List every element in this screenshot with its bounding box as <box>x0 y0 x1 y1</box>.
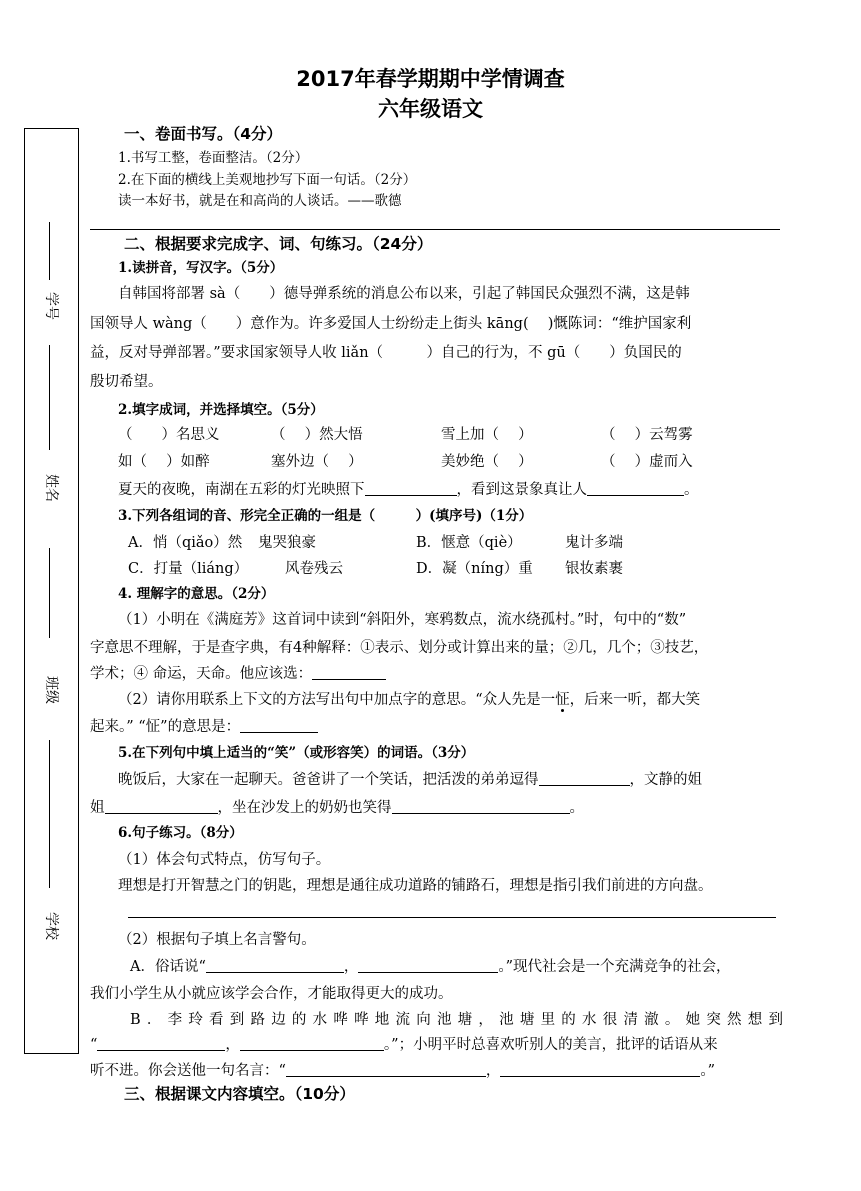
s1-quote: 读一本好书，就是在和高尚的人谈话。——歌德 <box>118 193 402 209</box>
idiom-6: 塞外边（ ） <box>271 454 363 470</box>
exam-title: 2017年春学期期中学情调查 <box>296 67 565 91</box>
q3-option-b: B．惬意（qiè） <box>416 535 522 551</box>
q3-option-b-word: 鬼计多端 <box>565 535 623 551</box>
xuexiao-label: 学校 <box>43 912 59 940</box>
section1-heading: 一、卷面书写。（4分） <box>124 125 283 143</box>
idiom-3: 雪上加（ ） <box>441 427 533 443</box>
xingming-label: 姓名 <box>43 474 59 502</box>
q6-b-blank-2[interactable] <box>240 1035 384 1051</box>
q6-title: 6.句子练习。（8分） <box>118 825 243 841</box>
idiom-2: （ ）然大悟 <box>271 427 363 443</box>
idiom-8: （ ）虚而入 <box>601 454 693 470</box>
section2-heading: 二、根据要求完成字、词、句练习。（24分） <box>124 235 433 253</box>
q1-line4: 殷切希望。 <box>90 374 163 390</box>
q6-b-line2b: ， <box>225 1037 240 1053</box>
q5-blank-1[interactable] <box>539 770 630 786</box>
q5-line1a: 晚饭后，大家在一起聊天。爸爸讲了一个笑话，把活泼的弟弟逗得 <box>118 772 539 788</box>
q3-option-c-word: 风卷残云 <box>285 561 343 577</box>
q3-option-d-word: 银妆素裹 <box>565 561 623 577</box>
q6-a-line1a: A．俗话说“ <box>130 959 206 975</box>
q6-b-blank-1[interactable] <box>97 1035 225 1051</box>
q3-option-d: D．凝（níng）重 <box>416 561 533 577</box>
q3-option-c: C．打量（liáng） <box>128 561 249 577</box>
copy-line <box>90 229 780 230</box>
xuehao-label: 学号 <box>43 292 59 320</box>
q4-p2-line1a: （2）请你用联系上下文的方法写出句中加点字的意思。“众人先是一 <box>118 692 556 708</box>
q2-blank-2[interactable] <box>587 480 684 496</box>
q2-fill-a: 夏天的夜晚，南湖在五彩的灯光映照下 <box>118 482 365 498</box>
q3-title: 3.下列各组词的音、形完全正确的一组是（ ）(填序号)（1分） <box>118 508 533 524</box>
s1-item2: 2.在下面的横线上美观地抄写下面一句话。（2分） <box>118 172 417 188</box>
q5-line2c: 。 <box>569 800 584 816</box>
q4-meaning-blank[interactable] <box>240 717 318 733</box>
q5-title: 5.在下列句中填上适当的“笑”（或形容笑）的词语。（3分） <box>118 745 475 761</box>
q4-p1-line2: 字意思不理解，于是查字典，有4种解释：①表示、划分或计算出来的量；②几，几个；③技艺， <box>90 640 709 656</box>
s1-item1: 1.书写工整，卷面整洁。（2分） <box>118 150 309 166</box>
q2-blank-1[interactable] <box>365 480 457 496</box>
q6-b-line3a: 听不进。你会送他一句名言：“ <box>90 1063 286 1079</box>
idiom-1: （ ）名思义 <box>118 427 220 443</box>
q3-option-a: A．悄（qiǎo）然 <box>128 535 243 551</box>
exam-subtitle: 六年级语文 <box>378 97 483 121</box>
q6-b-line2c: 。”；小明平时总喜欢听别人的美言，批评的话语从来 <box>383 1037 718 1053</box>
xuexiao-line-top <box>49 740 50 888</box>
q5-blank-3[interactable] <box>392 798 570 814</box>
q6-a-line1b: ， <box>343 959 359 975</box>
q6-b-blank-3[interactable] <box>286 1061 486 1077</box>
q5-line1b: ，文静的姐 <box>629 772 702 788</box>
q6-b-line3b: ， <box>485 1063 501 1079</box>
q1-line1: 自韩国将部署 sà（ ）德导弹系统的消息公布以来，引起了韩国民众强烈不满，这是韩 <box>118 286 690 302</box>
banji-line-top <box>49 548 50 638</box>
q2-fill-b: ，看到这景象真让人 <box>456 482 587 498</box>
q5-line2a: 姐 <box>90 800 105 816</box>
q2-fill-c: 。 <box>684 482 699 498</box>
q6-b-line3c: 。” <box>700 1063 716 1079</box>
q6-a-blank-1[interactable] <box>206 957 344 973</box>
idiom-7: 美妙绝（ ） <box>441 454 533 470</box>
q6-a-blank-2[interactable] <box>358 957 498 973</box>
q3-option-a-word: 鬼哭狼豪 <box>258 535 316 551</box>
q6-a-line2: 我们小学生从小就应该学会合作，才能取得更大的成功。 <box>90 986 453 1002</box>
q4-title: 4. 理解字的意思。（2分） <box>118 586 275 602</box>
xingming-line-top <box>49 345 50 450</box>
q6-part1: （1）体会句式特点，仿写句子。 <box>118 852 331 868</box>
q4-p2-line2: 起来。” “怔”的意思是： <box>90 719 241 735</box>
q6-b-blank-4[interactable] <box>500 1061 700 1077</box>
q5-line2b: ，坐在沙发上的奶奶也笑得 <box>217 800 392 816</box>
q1-line3: 益，反对导弹部署。”要求国家领导人收 liǎn（ ）自己的行为，不 gū（ ）负国民的 <box>90 345 682 361</box>
dotted-char: 怔 <box>555 692 570 708</box>
q6-sentence: 理想是打开智慧之门的钥匙，理想是通往成功道路的铺路石，理想是指引我们前进的方向盘。 <box>118 878 713 894</box>
q1-title: 1.读拼音，写汉字。（5分） <box>118 260 284 276</box>
q2-title: 2.填字成词，并选择填空。（5分） <box>118 402 324 418</box>
banji-label: 班级 <box>43 676 59 704</box>
q6-part2: （2）根据句子填上名言警句。 <box>118 932 316 948</box>
q4-p1-line3: 学术；④ 命运，天命。他应该选： <box>90 666 313 682</box>
section3-heading: 三、根据课文内容填空。（10分） <box>124 1085 355 1103</box>
q1-line2: 国领导人 wàng（ ）意作为。许多爱国人士纷纷走上街头 kāng( )慨陈词：“维护国家利 <box>90 316 692 332</box>
idiom-4: （ ）云驾雾 <box>601 427 693 443</box>
q6-b-line1: B．李玲看到路边的水哗哗地流向池塘，池塘里的水很清澈。她突然想到 <box>130 1012 783 1028</box>
q6-writing-line <box>128 917 776 918</box>
q5-blank-2[interactable] <box>105 798 218 814</box>
q4-p1-line1: （1）小明在《满庭芳》这首词中读到“斜阳外，寒鸦数点，流水绕孤村。”时，句中的“数” <box>118 612 687 628</box>
q4-answer-blank[interactable] <box>312 664 386 680</box>
q6-b-line2a: “ <box>90 1037 98 1053</box>
idiom-5: 如（ ）如醉 <box>118 454 210 470</box>
q6-a-line1c: 。”现代社会是一个充满竞争的社会， <box>498 959 731 975</box>
q4-p2-line1b: ，后来一听，都大笑 <box>569 692 701 708</box>
xuehao-line <box>49 222 50 280</box>
